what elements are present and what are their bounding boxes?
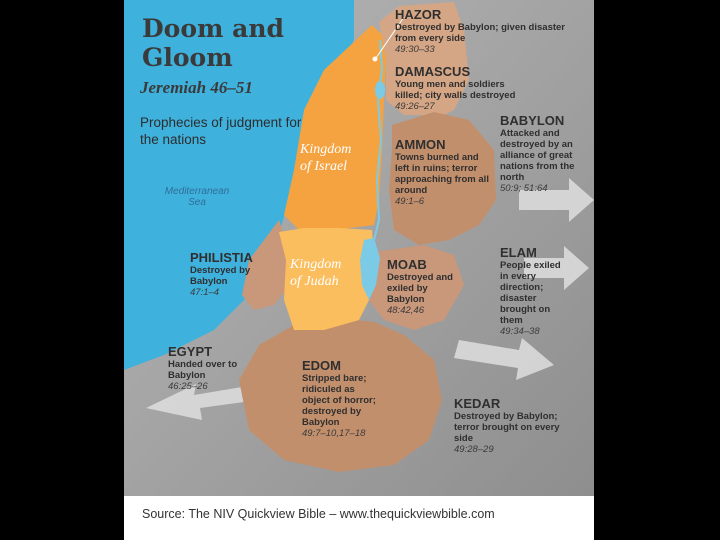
region-description: People exiled in every direction; disaster brought on them (500, 260, 561, 326)
region-reference: 46:25–26 (168, 381, 208, 392)
region-reference: 47:1–4 (190, 287, 220, 298)
region-philistia (190, 251, 270, 298)
region-kedar (454, 397, 560, 455)
region-reference: 49:30–33 (395, 44, 435, 55)
region-ammon (395, 138, 491, 207)
region-reference: 48:42,46 (387, 305, 424, 316)
region-description: Stripped bare; ridiculed as object of horror; destroyed by Babylon (302, 373, 376, 428)
region-reference: 49:28–29 (454, 444, 494, 455)
region-elam (500, 246, 570, 337)
region-name: KEDAR (454, 396, 501, 411)
region-name: EGYPT (168, 344, 213, 359)
region-babylon (500, 114, 584, 194)
region-name: AMMON (395, 137, 446, 152)
region-hazor (395, 8, 585, 55)
map-title: Doom and Gloom (142, 14, 285, 72)
region-description: Handed over to Babylon (168, 359, 238, 381)
source-credit: Source: The NIV Quickview Bible – www.thequickviewbible.com (142, 507, 495, 521)
region-name: DAMASCUS (395, 64, 471, 79)
region-description: Young men and soldiers killed; city walls destroyed (395, 79, 516, 101)
region-description: Destroyed by Babylon; terror brought on every side (454, 411, 560, 444)
kingdom-judah-label: Kingdom of Judah (290, 257, 342, 289)
region-reference: 49:1–6 (395, 196, 425, 207)
map-subtitle: Jeremiah 46–51 (140, 78, 253, 97)
region-description: Destroyed by Babylon (190, 265, 251, 287)
region-name: PHILISTIA (190, 250, 253, 265)
region-name: ELAM (500, 245, 537, 260)
region-reference: 49:7–10,17–18 (302, 428, 366, 439)
region-description: Destroyed and exiled by Babylon (387, 272, 453, 305)
region-description: Attacked and destroyed by an alliance of great nations from the north (500, 128, 575, 183)
sea-of-galilee (375, 81, 385, 99)
region-description: Destroyed by Babylon; given disaster from every side (395, 22, 565, 44)
region-reference: 49:26–27 (395, 101, 435, 112)
region-name: EDOM (302, 358, 341, 373)
kingdom-israel-label: Kingdom of Israel (300, 142, 352, 174)
map-description: Prophecies of judgment for the nations (140, 115, 302, 147)
region-name: HAZOR (395, 7, 442, 22)
region-name: BABYLON (500, 113, 565, 128)
map-panel (124, 0, 594, 540)
region-name: MOAB (387, 257, 427, 272)
region-edom (302, 359, 380, 439)
region-moab (387, 258, 467, 316)
region-damascus (395, 65, 525, 112)
region-egypt (168, 345, 242, 392)
region-reference: 50:9; 51:64 (500, 183, 548, 194)
sea-label: Mediterranean Sea (164, 186, 230, 208)
hazor-marker (373, 57, 378, 62)
region-description: Towns burned and left in ruins; terror approaching from all around (395, 152, 489, 196)
region-reference: 49:34–38 (500, 326, 540, 337)
